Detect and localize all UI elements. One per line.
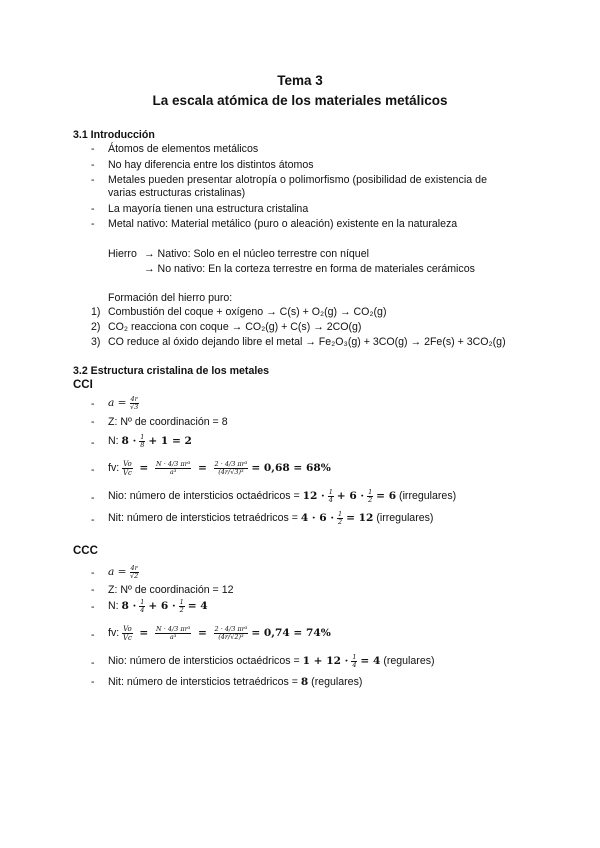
cci-z: Z: Nº de coordinación = 8 — [108, 416, 228, 428]
bullet-dash: - — [91, 398, 95, 410]
cci-a-formula — [108, 390, 139, 416]
hierro-nativo: → Nativo: Solo en el núcleo terrestre con níquel — [144, 248, 369, 260]
ccc-a-num: 4r — [130, 563, 138, 572]
doc-title-main: La escala atómica de los materiales metálicos — [152, 93, 448, 108]
cci-nio-b: + 6 · — [336, 490, 365, 502]
ccc-fv-frac2 — [155, 626, 191, 641]
ccc-nio-a: 1 + 12 · — [302, 655, 349, 667]
ccc-nit-label: Nit: número de intersticios tetraédricos = — [108, 676, 298, 688]
bullet-dash: - — [91, 174, 95, 186]
ccc-n-result: = 4 — [187, 600, 208, 612]
ccc-fv-formula: fv: $\frac{Vo}{Vc}$ = $\frac{\text{N · 4/3 πr³}}{\text{a³}}$ = $\frac{\text{2 · 4/3 πr³}}{\text{(4r/√2)³}}$ = 0,74 = 74% — [108, 624, 331, 642]
cci-a-num: 4r — [130, 394, 138, 403]
cci-nit-frac — [337, 511, 343, 526]
bullet-dash: - — [91, 514, 95, 526]
cci-fv-f3-den: (4r/√3)³ — [218, 467, 244, 476]
bullet-dash: - — [91, 567, 95, 579]
bullet-dash: - — [91, 464, 95, 476]
intro-bullet: La mayoría tienen una estructura cristalina — [108, 203, 309, 215]
bullet-dash: - — [91, 584, 95, 596]
bullet-dash: - — [91, 437, 95, 449]
bullet-dash: - — [91, 676, 95, 688]
ccc-a-den: √2 — [130, 571, 139, 580]
bullet-dash: - — [91, 416, 95, 428]
ccc-a-frac — [130, 565, 139, 580]
bullet-dash: - — [91, 629, 95, 641]
cci-nio-f1-den: 4 — [328, 495, 333, 504]
cci-n-frac-num: 1 — [140, 432, 145, 441]
bullet-dash: - — [91, 657, 95, 669]
ccc-a-lhs: a = — [108, 566, 127, 578]
ccc-label: CCC — [73, 545, 98, 557]
cci-fv-f2-num: N · 4/3 πr³ — [155, 459, 191, 468]
ccc-nit-formula — [108, 675, 362, 689]
bullet-dash: - — [91, 218, 95, 230]
cci-n-b: + 1 = 2 — [148, 435, 192, 447]
intro-bullet: Metales pueden presentar alotropía o polimorfismo (posibilidad de existencia de — [108, 174, 488, 186]
ccc-fv-f3-den: (4r/√2)³ — [218, 632, 244, 641]
ccc-n-f1-num: 1 — [140, 597, 145, 606]
cci-nio-result: = 6 — [376, 490, 397, 502]
intro-bullet: No hay diferencia entre los distintos átomos — [108, 159, 314, 171]
ccc-n-f2-den: 2 — [179, 605, 184, 614]
hierro-no-nativo: → No nativo: En la corteza terrestre en forma de materiales cerámicos — [144, 263, 475, 275]
ccc-a-formula — [108, 559, 139, 585]
step-text: CO reduce al óxido dejando libre el metal → Fe₂O₃(g) + 3CO(g) → 2Fe(s) + 3CO₂(g) — [108, 336, 506, 348]
ccc-n-label: N: — [108, 600, 119, 612]
cci-nit-f-num: 1 — [337, 509, 343, 518]
intro-bullet: Átomos de elementos metálicos — [108, 143, 259, 155]
cci-fv-frac2 — [155, 461, 191, 476]
ccc-fv-f1-num: Vo — [123, 624, 132, 633]
cci-fv-label: fv: — [108, 462, 120, 474]
step-number: 1) — [91, 306, 101, 318]
cci-nio-f1-num: 1 — [328, 487, 333, 496]
ccc-nit-suffix: (regulares) — [311, 676, 363, 688]
ccc-nio-result: = 4 — [360, 655, 381, 667]
ccc-n-b: + 6 · — [148, 600, 176, 612]
cci-nit-a: 4 · 6 · — [300, 512, 335, 524]
step-number: 2) — [91, 321, 101, 333]
intro-bullet: Metal nativo: Material metálico (puro o aleación) existente en la naturaleza — [108, 218, 458, 230]
ccc-fv-f1-den: Vc — [122, 633, 132, 642]
section-heading-intro: 3.1 Introducción — [73, 129, 155, 141]
doc-title-tema: Tema 3 — [277, 73, 323, 88]
ccc-fv-result: = 0,74 = 74% — [251, 627, 331, 639]
hierro-label: Hierro — [108, 248, 137, 260]
ccc-n-f2-num: 1 — [179, 597, 184, 606]
ccc-n-a: 8 · — [121, 600, 137, 612]
cci-fv-f3-num: 2 · 4/3 πr³ — [214, 459, 248, 468]
cci-nio-suffix: (irregulares) — [399, 490, 457, 502]
step-number: 3) — [91, 336, 101, 348]
bullet-dash: - — [91, 143, 95, 155]
ccc-nio-suffix: (regulares) — [383, 655, 435, 667]
formacion-title: Formación del hierro puro: — [108, 292, 233, 304]
ccc-nio-formula — [108, 648, 435, 674]
cci-nit-formula — [108, 505, 433, 531]
cci-n-a: 8 · — [121, 435, 137, 447]
cci-nio-f2-num: 1 — [368, 487, 373, 496]
cci-nio-frac2 — [367, 489, 373, 504]
cci-n-frac — [139, 434, 145, 449]
ccc-n-frac2 — [179, 599, 185, 614]
ccc-fv-frac1 — [122, 625, 133, 642]
cci-n-frac-den: 8 — [140, 440, 145, 449]
bullet-dash: - — [91, 159, 95, 171]
cci-nit-result: = 12 — [346, 512, 374, 524]
bullet-dash: - — [91, 492, 95, 504]
step-text: CO₂ reacciona con coque → CO₂(g) + C(s) → 2CO(g) — [108, 321, 362, 333]
cci-fv-frac1 — [122, 460, 133, 477]
ccc-nio-label: Nio: número de intersticios octaédricos = — [108, 655, 300, 667]
ccc-n-frac1 — [139, 599, 145, 614]
bullet-dash: - — [91, 203, 95, 215]
ccc-n-formula — [108, 593, 208, 619]
cci-a-den: √3 — [130, 402, 139, 411]
ccc-fv-f2-num: N · 4/3 πr³ — [155, 624, 191, 633]
ccc-nio-frac — [351, 654, 357, 669]
ccc-nio-f-den: 4 — [352, 660, 357, 669]
cci-fv-f1-den: Vc — [122, 468, 132, 477]
ccc-fv-f2-den: a³ — [169, 632, 177, 641]
cci-fv-formula: fv: $\frac{Vo}{Vc}$ = $\frac{\text{N · 4/3 πr³}}{\text{a³}}$ = $\frac{\text{2 · 4/3 πr³}}{\text{(4r/√3)³}}$ = 0,68 = 68% — [108, 459, 331, 477]
cci-nio-f2-den: 2 — [368, 495, 373, 504]
cci-n-label: N: — [108, 435, 119, 447]
cci-label: CCI — [73, 379, 93, 391]
cci-fv-result: = 0,68 = 68% — [251, 462, 331, 474]
bullet-dash: - — [91, 601, 95, 613]
intro-bullet-cont: varias estructuras cristalinas) — [108, 187, 246, 199]
ccc-fv-f3-num: 2 · 4/3 πr³ — [214, 624, 248, 633]
cci-fv-f2-den: a³ — [169, 467, 177, 476]
section-heading-estructura: 3.2 Estructura cristalina de los metales — [73, 365, 270, 377]
ccc-fv-frac3 — [214, 626, 249, 641]
cci-fv-frac3 — [214, 461, 249, 476]
cci-n-formula — [108, 428, 192, 454]
ccc-nit-result: 8 — [300, 676, 309, 688]
cci-nio-frac1 — [328, 489, 334, 504]
ccc-n-f1-den: 4 — [140, 605, 145, 614]
cci-nio-a: 12 · — [302, 490, 325, 502]
ccc-z: Z: Nº de coordinación = 12 — [108, 584, 234, 596]
ccc-nio-f-num: 1 — [352, 652, 357, 661]
cci-nit-label: Nit: número de intersticios tetraédricos = — [108, 512, 298, 524]
cci-a-lhs: a = — [108, 397, 127, 409]
ccc-fv-label: fv: — [108, 627, 120, 639]
cci-fv-f1-num: Vo — [123, 459, 132, 468]
step-text: Combustión del coque + oxígeno → C(s) + O₂(g) → CO₂(g) — [108, 306, 387, 318]
cci-nit-f-den: 2 — [337, 517, 343, 526]
cci-nit-suffix: (irregulares) — [376, 512, 434, 524]
cci-a-frac — [130, 396, 139, 411]
cci-nio-label: Nio: número de intersticios octaédricos = — [108, 490, 300, 502]
